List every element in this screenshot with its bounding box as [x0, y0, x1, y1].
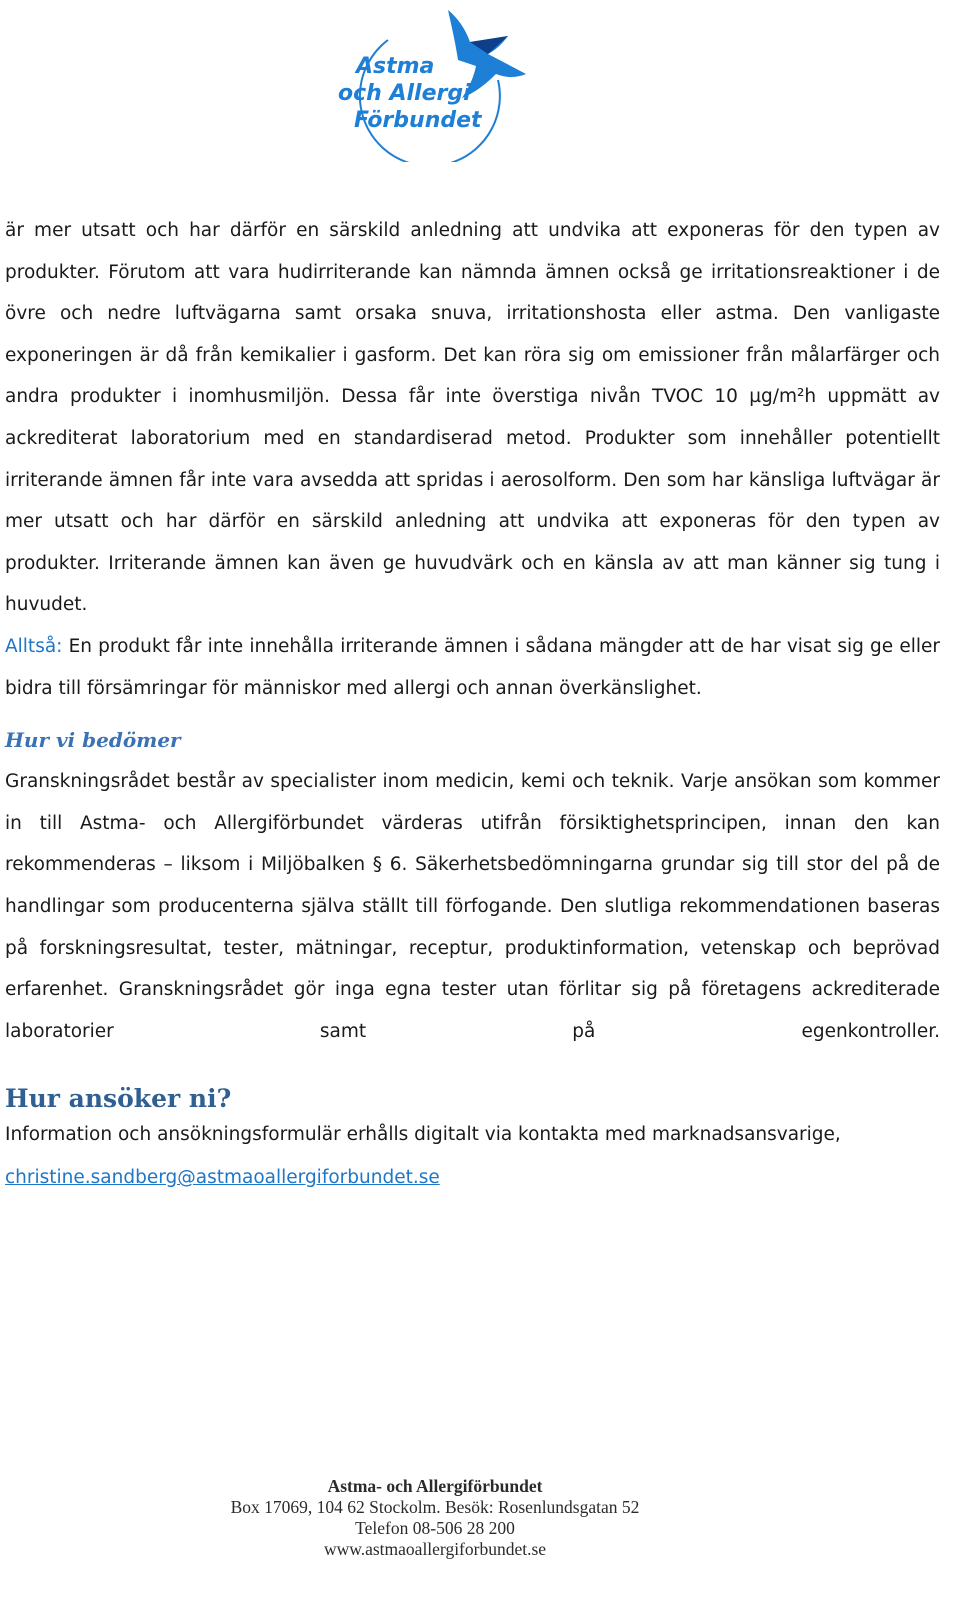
logo-text-line3: Förbundet: [354, 108, 482, 133]
contact-email-link[interactable]: christine.sandberg@astmaoallergiforbundet.se: [5, 1167, 440, 1189]
heading-assessment: Hur vi bedömer: [5, 728, 181, 753]
email-line: [5, 1160, 940, 1196]
page-footer: [0, 1476, 870, 1560]
logo-text-line1: Astma: [356, 54, 435, 79]
heading-apply: Hur ansöker ni?: [5, 1084, 232, 1114]
document-body: [5, 210, 940, 1196]
apply-paragraph: Information och ansökningsformulär erhålls digitalt via kontakta med marknadsansvarige,: [5, 1124, 841, 1146]
alltsa-label: Alltså:: [5, 635, 63, 657]
footer-org: Astma- och Allergiförbundet: [327, 1476, 543, 1496]
organization-logo: [330, 2, 535, 162]
conclusion-text: En produkt får inte innehålla irriterande ämnen i sådana mängder att de har visat sig ge eller bidra till försämringar för människor med allergi och annan överkänslighet.: [5, 635, 940, 699]
logo-text-line2: och Allergi: [338, 81, 471, 106]
footer-address: Box 17069, 104 62 Stockolm. Besök: Rosenlundsgatan 52: [230, 1497, 640, 1517]
bird-logo-icon: [330, 2, 535, 162]
footer-phone: Telefon 08-506 28 200: [355, 1518, 515, 1538]
assessment-paragraph: Granskningsrådet består av specialister inom medicin, kemi och teknik. Varje ansökan som kommer in till Astma- och Allergiförbundet värderas utifrån försiktighetsprincipen, innan den kan rekommenderas – liksom i Miljöbalken § 6. Säkerhetsbedömningarna grundar sig till stor del på de handlingar som producenterna själva ställt till förfogande. Den slutliga rekommendationen baseras på forskningsresultat, tester, mätningar, receptur, produktinformation, vetenskap och beprövad erfarenhet. Granskningsrådet gör inga egna tester utan förlitar sig på företagens ackrediterade laboratorier samt på egenkontroller.: [5, 771, 940, 1042]
footer-web: www.astmaoallergiforbundet.se: [323, 1539, 547, 1559]
body-paragraph-irritants: är mer utsatt och har därför en särskild anledning att undvika att exponeras för den typen av produkter. Förutom att vara hudirriterande kan nämnda ämnen också ge irritationsreaktioner i de övre och nedre luftvägarna samt orsaka snuva, irritationshosta eller astma. Den vanligaste exponeringen är då från kemikalier i gasform. Det kan röra sig om emissioner från målarfärger och andra produkter i inomhusmiljön. Dessa får inte överstiga nivån TVOC 10 µg/m²h uppmätt av ackrediterat laboratorium med en standardiserad metod. Produkter som innehåller potentiellt irriterande ämnen får inte vara avsedda att spridas i aerosolform. Den som har känsliga luftvägar är mer utsatt och har därför en särskild anledning att undvika att exponeras för den typen av produkter. Irriterande ämnen kan även ge huvudvärk och en känsla av att man känner sig tung i huvudet.: [5, 220, 940, 616]
conclusion-paragraph: [5, 626, 940, 709]
